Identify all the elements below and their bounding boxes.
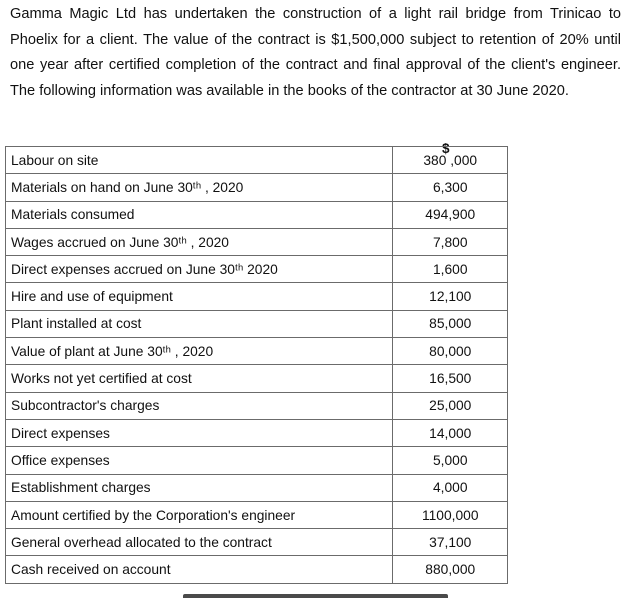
row-item-label: Direct expenses [6,419,393,446]
table-row [6,228,508,255]
row-amount: 80,000 [393,338,508,365]
row-amount: 6,300 [393,174,508,201]
contract-ledger-table [5,146,508,584]
table-row [6,419,508,446]
row-item-label: Materials consumed [6,201,393,228]
table-row [6,201,508,228]
table-row [6,392,508,419]
row-amount: 4,000 [393,474,508,501]
row-amount: 12,100 [393,283,508,310]
row-amount: 1,600 [393,256,508,283]
row-amount: 380 ,000 [393,147,508,174]
row-item-label: Subcontractor's charges [6,392,393,419]
row-amount: 25,000 [393,392,508,419]
row-amount: 1100,000 [393,501,508,528]
row-item-label: Cash received on account [6,556,393,583]
currency-symbol: $ [442,141,450,156]
horizontal-scrollbar[interactable] [183,594,448,598]
row-amount: 494,900 [393,201,508,228]
row-item-label: Labour on site [6,147,393,174]
row-item-label: Establishment charges [6,474,393,501]
table-row [6,310,508,337]
table-row [6,147,508,174]
table-row [6,256,508,283]
table-row [6,501,508,528]
table-row [6,474,508,501]
table-row [6,447,508,474]
row-item-label: Wages accrued on June 30ᵗʰ , 2020 [6,228,393,255]
row-item-label: Direct expenses accrued on June 30ᵗʰ 2020 [6,256,393,283]
question-intro-paragraph: Gamma Magic Ltd has undertaken the construction of a light rail bridge from Trinicao to Phoelix for a client. The value of the contract is $1,500,000 subject to retention of 20% until one year after certified completion of the contract and final approval of the client's engineer. The following information was available in the books of the contractor at 30 June 2020. [10,6,621,99]
table-row [6,365,508,392]
row-amount: 16,500 [393,365,508,392]
row-amount: 85,000 [393,310,508,337]
table-row [6,529,508,556]
row-item-label: Hire and use of equipment [6,283,393,310]
row-item-label: Materials on hand on June 30ᵗʰ , 2020 [6,174,393,201]
row-item-label: Value of plant at June 30ᵗʰ , 2020 [6,338,393,365]
row-item-label: Office expenses [6,447,393,474]
table-row [6,283,508,310]
table-row [6,338,508,365]
table-row [6,556,508,583]
row-amount: 880,000 [393,556,508,583]
row-item-label: Plant installed at cost [6,310,393,337]
row-amount: 7,800 [393,228,508,255]
table-row [6,174,508,201]
row-amount: 37,100 [393,529,508,556]
row-amount: 14,000 [393,419,508,446]
row-item-label: Amount certified by the Corporation's engineer [6,501,393,528]
row-item-label: Works not yet certified at cost [6,365,393,392]
row-amount: 5,000 [393,447,508,474]
row-item-label: General overhead allocated to the contract [6,529,393,556]
